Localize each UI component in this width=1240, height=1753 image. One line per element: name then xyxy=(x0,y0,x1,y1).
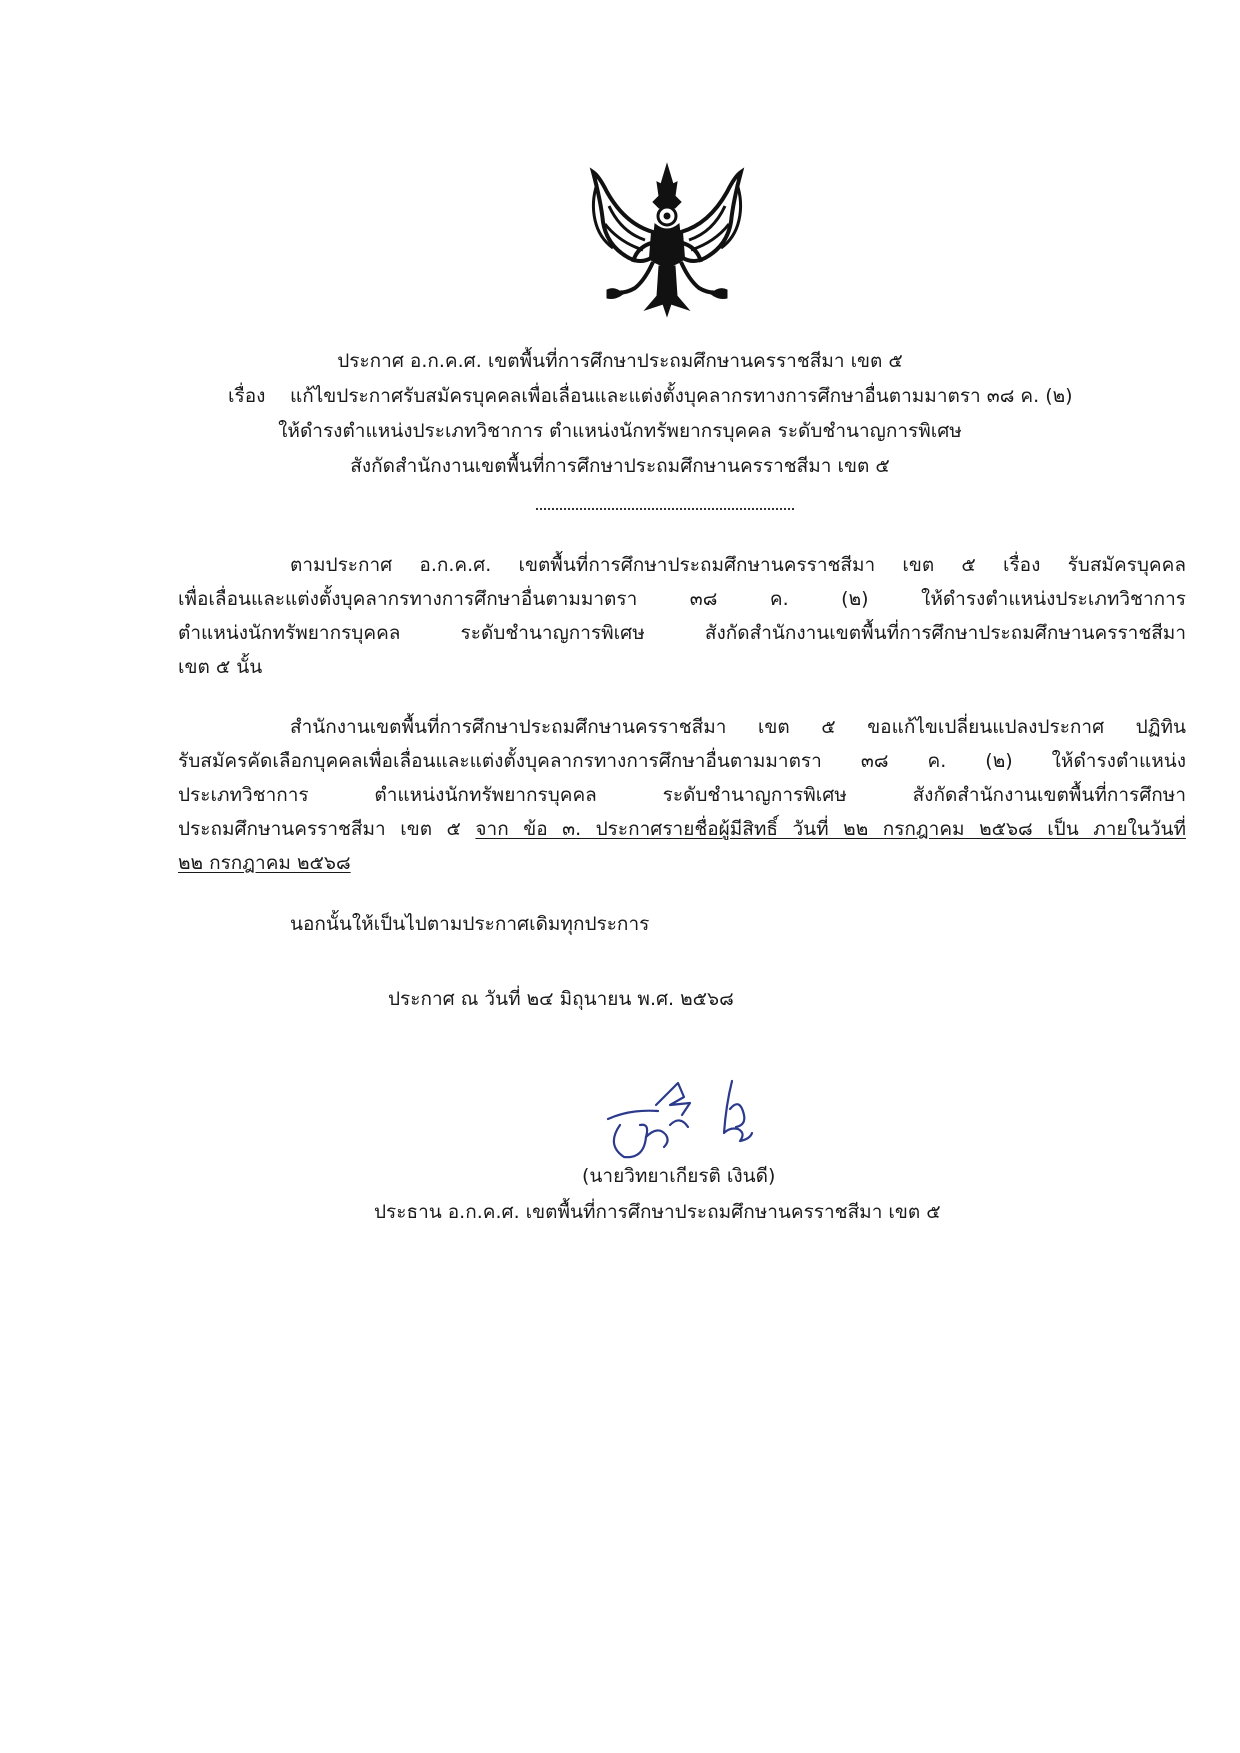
subject-line-3: สังกัดสำนักงานเขตพื้นที่การศึกษาประถมศึกษานครราชสีมา เขต ๕ xyxy=(350,455,890,477)
paragraph-2-line-3: ประเภทวิชาการ ตำแหน่งนักทรัพยากรบุคคล ระดับชำนาญการพิเศษ สังกัดสำนักงานเขตพื้นที่การศึกษา xyxy=(178,784,1186,806)
subject-label: เรื่อง xyxy=(228,385,266,407)
paragraph-2-line-4 xyxy=(178,812,1186,846)
handwritten-signature xyxy=(600,1075,800,1165)
paragraph-2-line-4-underlined: จาก ข้อ ๓. ประกาศรายชื่อผู้มีสิทธิ์ วันที่ ๒๒ กรกฎาคม ๒๕๖๘ เป็น ภายในวันที่ xyxy=(475,818,1186,840)
signer-name: (นายวิทยาเกียรติ เงินดี) xyxy=(582,1165,776,1187)
paragraph-1-line-2: เพื่อเลื่อนและแต่งตั้งบุคลากรทางการศึกษาอื่นตามมาตรา ๓๘ ค. (๒) ให้ดำรงตำแหน่งประเภทวิชาการ xyxy=(178,588,1186,610)
paragraph-1-line-3: ตำแหน่งนักทรัพยากรบุคคล ระดับชำนาญการพิเศษ สังกัดสำนักงานเขตพื้นที่การศึกษาประถมศึกษานครราชสีมา xyxy=(178,622,1186,644)
paragraph-2-line-4-plain: ประถมศึกษานครราชสีมา เขต ๕ xyxy=(178,818,461,840)
announcement-title: ประกาศ อ.ก.ค.ศ. เขตพื้นที่การศึกษาประถมศึกษานครราชสีมา เขต ๕ xyxy=(337,350,903,372)
garuda-emblem-icon xyxy=(585,162,749,320)
paragraph-1 xyxy=(178,548,1186,684)
title-separator xyxy=(536,508,794,510)
announced-date: ประกาศ ณ วันที่ ๒๔ มิถุนายน พ.ศ. ๒๕๖๘ xyxy=(388,988,734,1010)
signer-position: ประธาน อ.ก.ค.ศ. เขตพื้นที่การศึกษาประถมศึกษานครราชสีมา เขต ๕ xyxy=(374,1201,941,1223)
subject-line-1: แก้ไขประกาศรับสมัครบุคคลเพื่อเลื่อนและแต่งตั้งบุคลากรทางการศึกษาอื่นตามมาตรา ๓๘ ค. (๒) xyxy=(290,385,1073,407)
subject-line-2: ให้ดำรงตำแหน่งประเภทวิชาการ ตำแหน่งนักทรัพยากรบุคคล ระดับชำนาญการพิเศษ xyxy=(278,420,962,442)
paragraph-2-line-5-underlined: ๒๒ กรกฎาคม ๒๕๖๘ xyxy=(178,852,351,874)
paragraph-2-line-2: รับสมัครคัดเลือกบุคคลเพื่อเลื่อนและแต่งตั้งบุคลากรทางการศึกษาอื่นตามมาตรา ๓๘ ค. (๒) ให้ดำรงตำแหน่ง xyxy=(178,750,1186,772)
paragraph-2 xyxy=(178,710,1186,880)
paragraph-2-line-1: สำนักงานเขตพื้นที่การศึกษาประถมศึกษานครราชสีมา เขต ๕ ขอแก้ไขเปลี่ยนแปลงประกาศ ปฏิทิน xyxy=(290,716,1186,738)
paragraph-1-line-4: เขต ๕ นั้น xyxy=(178,656,263,678)
paragraph-1-line-1: ตามประกาศ อ.ก.ค.ศ. เขตพื้นที่การศึกษาประถมศึกษานครราชสีมา เขต ๕ เรื่อง รับสมัครบุคคล xyxy=(290,554,1186,576)
paragraph-3: นอกนั้นให้เป็นไปตามประกาศเดิมทุกประการ xyxy=(290,913,650,935)
